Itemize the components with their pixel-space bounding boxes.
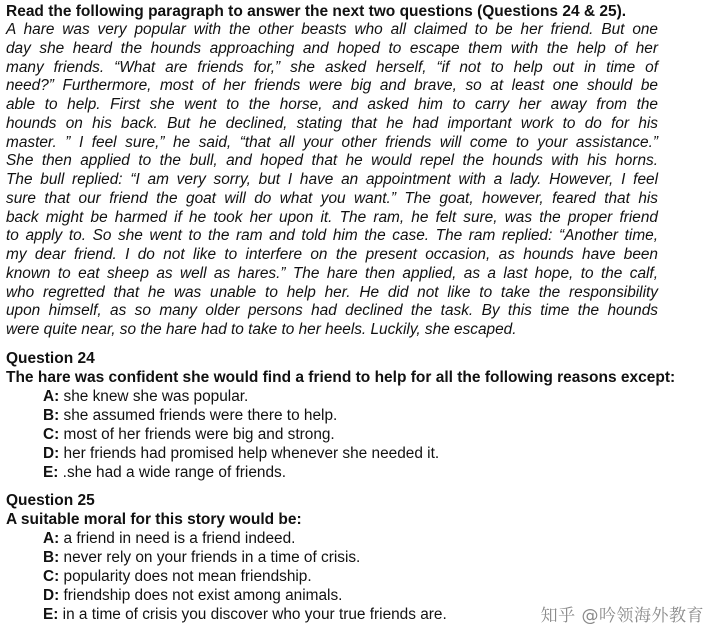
option-letter: A: — [43, 387, 60, 405]
story-passage — [6, 21, 714, 340]
passage-line: need?” Furthermore, most of her friends were big and brave, so at least one should be — [6, 77, 658, 95]
option-letter: B: — [43, 406, 60, 424]
passage-line: to apply to. So she went to the ram and told him the case. The ram replied: “Another time, — [6, 227, 658, 245]
option-letter: E: — [43, 463, 59, 481]
instruction-heading: Read the following paragraph to answer the next two questions (Questions 24 & 25). — [6, 3, 627, 20]
passage-line: known to eat sheep as well as hares.” The hare then applied, as a last hope, to the calf, — [6, 264, 658, 282]
passage-line: back might be harmed if he took her upon it. The ram, he felt sure, was the proper friend — [6, 208, 658, 226]
question-stem: A suitable moral for this story would be: — [6, 510, 302, 528]
question-stem: The hare was confident she would find a friend to help for all the following reasons except: — [6, 368, 676, 386]
passage-line: upon himself, as so many older persons had declined the task. By this time the hounds — [6, 302, 658, 320]
passage-line: who regretted that he was unable to help her. He did not like to take the responsibility — [6, 283, 658, 301]
option-letter: A: — [43, 529, 60, 547]
option-text: in a time of crisis you discover who your true friends are. — [58, 605, 447, 623]
option-text: .she had a wide range of friends. — [58, 463, 286, 481]
answer-option — [43, 529, 714, 548]
option-text: she assumed friends were there to help. — [59, 406, 338, 424]
passage-line: She then applied to the bull, and hoped that he would repel the hounds with his horns. — [6, 152, 658, 170]
answer-option — [43, 425, 714, 444]
option-letter: E: — [43, 605, 59, 623]
passage-line: able to help. First she went to the horse, and asked him to carry her away from the — [6, 96, 658, 113]
option-letter: C: — [43, 567, 60, 585]
passage-line: day she heard the hounds approaching and hoped to escape them with the help of her — [6, 39, 658, 57]
passage-line: sure that our friend the goat will do what you want.” The goat, however, feared that his — [6, 189, 658, 207]
answer-options — [6, 387, 714, 482]
option-text: she knew she was popular. — [59, 387, 249, 405]
answer-option — [43, 444, 714, 463]
answer-option — [43, 406, 714, 425]
passage-line: master. ” I feel sure,” he said, “that all your other friends will come to your assistance.” — [6, 133, 658, 151]
option-letter: D: — [43, 586, 60, 604]
passage-line: The bull replied: “I am very sorry, but I have an appointment with a lady. However, I feel — [6, 171, 658, 188]
zhihu-watermark: 知乎 @吟领海外教育 — [540, 606, 704, 626]
option-text: never rely on your friends in a time of crisis. — [59, 548, 361, 566]
option-text: popularity does not mean friendship. — [59, 567, 312, 585]
passage-line: were quite near, so the hare had to take to her heels. Luckily, she escaped. — [6, 321, 517, 338]
option-text: most of her friends were big and strong. — [59, 425, 335, 443]
question-title: Question 24 — [6, 349, 95, 367]
option-letter: B: — [43, 548, 60, 566]
question-24 — [6, 349, 714, 482]
passage-line: hounds on his back. But he declined, stating that he had important work to do for his — [6, 114, 658, 132]
question-title: Question 25 — [6, 491, 95, 509]
option-letter: D: — [43, 444, 60, 462]
option-text: a friend in need is a friend indeed. — [59, 529, 296, 547]
passage-line: my dear friend. I do not like to interfere on the present occasion, as hounds have been — [6, 246, 658, 263]
answer-option — [43, 387, 714, 406]
option-text: friendship does not exist among animals. — [59, 586, 343, 604]
passage-line: A hare was very popular with the other beasts who all claimed to be her friend. But one — [6, 21, 658, 38]
option-letter: C: — [43, 425, 60, 443]
document-page — [6, 2, 714, 624]
option-text: her friends had promised help whenever she needed it. — [59, 444, 440, 462]
passage-line: many friends. “What are friends for,” she asked herself, “if not to help out in time of — [6, 58, 658, 76]
answer-option — [43, 463, 714, 482]
answer-option — [43, 567, 714, 586]
answer-option — [43, 548, 714, 567]
